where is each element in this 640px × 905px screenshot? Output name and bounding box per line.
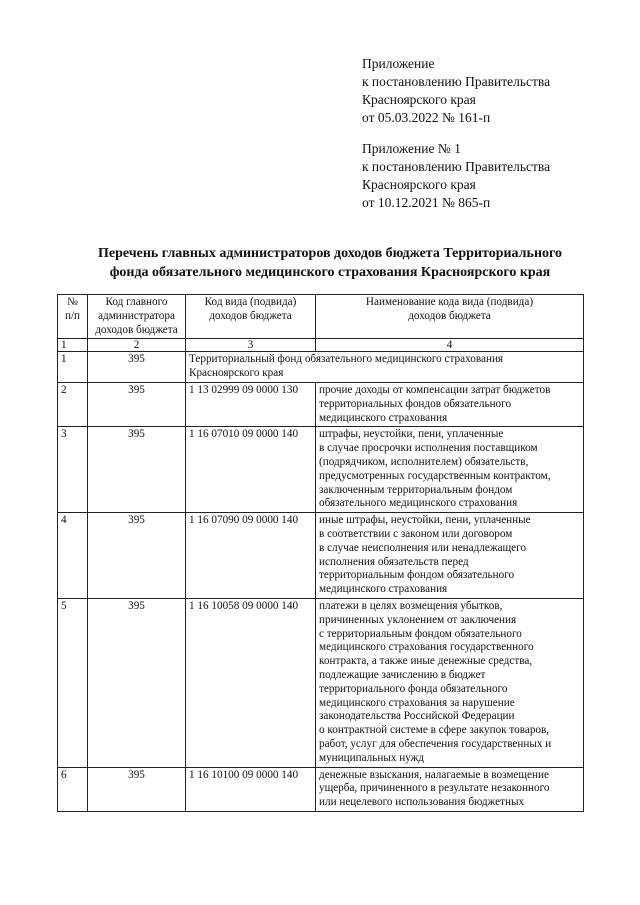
revenue-name bbox=[316, 382, 584, 426]
column-number: 4 bbox=[316, 339, 584, 352]
revenue-name-line: о контрактной системе в сфере закупок товаров, bbox=[319, 724, 550, 737]
revenue-name-line: в случае неисполнения или ненадлежащего bbox=[319, 541, 527, 554]
header-admin-code bbox=[88, 295, 186, 339]
revenue-name-line: (подрядчиком, исполнителем) обязательств, bbox=[319, 455, 529, 468]
revenue-name-line: муниципальных нужд bbox=[319, 751, 425, 764]
header-num bbox=[58, 295, 88, 339]
admin-code: 395 bbox=[88, 767, 186, 811]
revenue-code: 1 16 10058 09 0000 140 bbox=[186, 598, 316, 767]
title-line: Перечень главных администраторов доходов бюджета Территориального bbox=[97, 246, 563, 261]
revenue-name-line: территориальным фондом обязательного bbox=[319, 569, 515, 582]
column-number-row bbox=[58, 339, 584, 352]
revenue-name-line: заключенным территориальным фондом bbox=[319, 483, 513, 496]
header-revenue-code bbox=[186, 295, 316, 339]
revenue-name-line: исполнения обязательств перед bbox=[319, 555, 469, 568]
admin-code: 395 bbox=[88, 382, 186, 426]
column-number: 2 bbox=[88, 339, 186, 352]
title-line: фонда обязательного медицинского страхования Красноярского края bbox=[109, 265, 551, 280]
row-number: 2 bbox=[58, 382, 88, 426]
revenue-name-line: законодательства Российской Федерации bbox=[319, 710, 515, 723]
revenue-code: 1 16 07090 09 0000 140 bbox=[186, 513, 316, 599]
header-code-name bbox=[316, 295, 584, 339]
revenue-name-line: предусмотренных государственным контрактом, bbox=[319, 469, 551, 482]
revenue-name-line: с территориальным фондом обязательного bbox=[319, 627, 522, 640]
fund-name-line: Красноярского края bbox=[189, 367, 284, 380]
revenue-administrators-table bbox=[57, 294, 584, 812]
admin-code: 395 bbox=[88, 352, 186, 383]
table-row bbox=[58, 352, 584, 383]
header-line: администратора bbox=[98, 309, 175, 322]
fund-name-line: Территориальный фонд обязательного медицинского страхования bbox=[189, 353, 504, 366]
appendix-line: от 05.03.2022 № 161-п bbox=[362, 110, 491, 125]
table-header-row bbox=[58, 295, 584, 339]
revenue-code: 1 16 07010 09 0000 140 bbox=[186, 427, 316, 513]
row-number: 6 bbox=[58, 767, 88, 811]
admin-code: 395 bbox=[88, 598, 186, 767]
revenue-name-line: медицинского страхования bbox=[319, 411, 448, 424]
revenue-name-line: денежные взыскания, налагаемые в возмещение bbox=[319, 768, 549, 781]
revenue-name-line: платежи в целях возмещения убытков, bbox=[319, 599, 503, 612]
revenue-name-line: в случае просрочки исполнения поставщиком bbox=[319, 442, 538, 455]
row-number: 3 bbox=[58, 427, 88, 513]
revenue-name bbox=[316, 427, 584, 513]
revenue-name-line: причиненных уклонением от заключения bbox=[319, 613, 517, 626]
header-line: № bbox=[67, 296, 78, 308]
appendix-line: Красноярского края bbox=[362, 92, 476, 107]
revenue-name bbox=[316, 767, 584, 811]
appendix-line: от 10.12.2021 № 865-п bbox=[362, 195, 491, 210]
appendix-line: к постановлению Правительства bbox=[362, 74, 551, 89]
revenue-name-line: подлежащие зачислению в бюджет bbox=[319, 668, 486, 681]
revenue-name-line: территориального фонда обязательного bbox=[319, 682, 508, 695]
table-row bbox=[58, 598, 584, 767]
revenue-name-line: работ, услуг для обеспечения государственных и bbox=[319, 737, 552, 750]
admin-code: 395 bbox=[88, 427, 186, 513]
appendix-line: Приложение bbox=[362, 56, 435, 71]
revenue-name-line: обязательного медицинского страхования bbox=[319, 497, 518, 510]
header-line: Код главного bbox=[105, 296, 168, 308]
appendix-current bbox=[362, 55, 632, 127]
header-line: Наименование кода вида (подвида) bbox=[365, 296, 534, 308]
document-title bbox=[40, 244, 620, 282]
fund-name-merged bbox=[186, 352, 584, 383]
revenue-name-line: контракта, а также иные денежные средства, bbox=[319, 655, 533, 668]
appendix-original bbox=[362, 140, 632, 212]
column-number: 3 bbox=[186, 339, 316, 352]
table-row bbox=[58, 513, 584, 599]
revenue-name-line: или нецелевого использования бюджетных bbox=[319, 796, 525, 809]
header-line: доходов бюджета bbox=[408, 309, 491, 322]
revenue-name-line: ущерба, причиненного в результате незаконного bbox=[319, 782, 550, 795]
revenue-name-line: иные штрафы, неустойки, пени, уплаченные bbox=[319, 514, 531, 527]
revenue-name-line: медицинского страхования государственного bbox=[319, 641, 534, 654]
appendix-line: Красноярского края bbox=[362, 177, 476, 192]
revenue-name bbox=[316, 598, 584, 767]
revenue-name-line: прочие доходы от компенсации затрат бюджетов bbox=[319, 383, 551, 396]
appendix-line: Приложение № 1 bbox=[362, 141, 461, 156]
header-line: доходов бюджета bbox=[95, 323, 178, 336]
admin-code: 395 bbox=[88, 513, 186, 599]
row-number: 5 bbox=[58, 598, 88, 767]
revenue-name-line: медицинского страхования bbox=[319, 583, 448, 596]
revenue-name bbox=[316, 513, 584, 599]
revenue-name-line: медицинского страхования за нарушение bbox=[319, 696, 515, 709]
column-number: 1 bbox=[58, 339, 88, 352]
revenue-name-line: штрафы, неустойки, пени, уплаченные bbox=[319, 428, 504, 441]
appendix-line: к постановлению Правительства bbox=[362, 159, 551, 174]
revenue-name-line: в соответствии с законом или договором bbox=[319, 527, 513, 540]
revenue-name-line: территориальных фондов обязательного bbox=[319, 397, 512, 410]
header-line: Код вида (подвида) bbox=[204, 296, 297, 308]
table-row bbox=[58, 382, 584, 426]
header-line: доходов бюджета bbox=[209, 309, 292, 322]
table-row bbox=[58, 427, 584, 513]
header-line: п/п bbox=[64, 309, 81, 322]
revenue-code: 1 13 02999 09 0000 130 bbox=[186, 382, 316, 426]
table-row bbox=[58, 767, 584, 811]
row-number: 4 bbox=[58, 513, 88, 599]
revenue-code: 1 16 10100 09 0000 140 bbox=[186, 767, 316, 811]
row-number: 1 bbox=[58, 352, 88, 383]
